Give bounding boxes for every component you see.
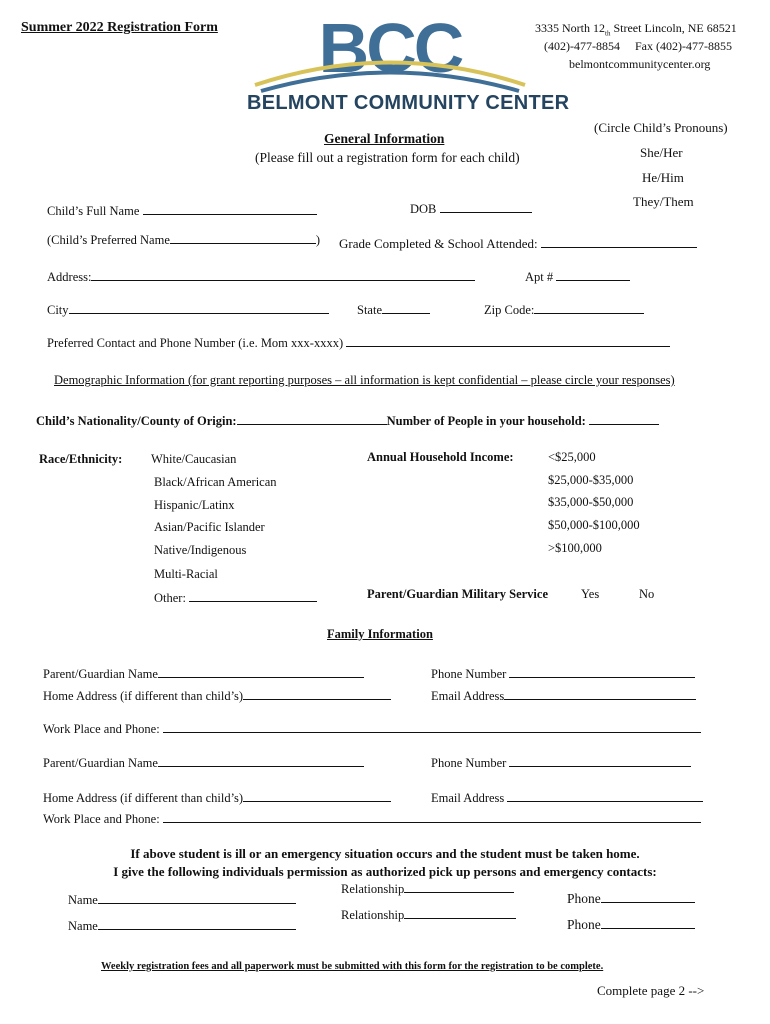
contact1-relationship-line[interactable] (404, 880, 514, 893)
guardian2-name-label: Parent/Guardian Name (43, 756, 158, 770)
contact2-name-line[interactable] (98, 917, 296, 930)
pronoun-he[interactable]: He/Him (642, 170, 684, 185)
logo-name: BELMONT COMMUNITY CENTER (247, 92, 570, 114)
zip-field[interactable] (484, 301, 644, 318)
zip-line[interactable] (534, 301, 644, 314)
contact2-phone-label: Phone (567, 917, 601, 932)
guardian1-name-line[interactable] (158, 665, 364, 678)
preferred-name-line[interactable] (170, 231, 316, 244)
bcc-logo (247, 10, 570, 120)
guardian1-email-line[interactable] (504, 687, 696, 700)
demographic-heading: Demographic Information (for grant reporting purposes – all information is kept confidential – please circle your responses) (54, 373, 675, 387)
center-phone: (402)-477-8854 Fax (402)-477-8855 (544, 39, 732, 53)
guardian2-work-line[interactable] (163, 810, 701, 823)
guardian1-phone-line[interactable] (509, 665, 695, 678)
contact1-phone-field[interactable] (567, 890, 695, 907)
contact1-name-line[interactable] (98, 891, 296, 904)
state-label: State (357, 303, 382, 317)
apt-label: Apt # (525, 270, 554, 284)
race-other-label: Other: (154, 591, 186, 605)
address-field[interactable] (47, 268, 475, 285)
form-title: Summer 2022 Registration Form (21, 20, 218, 35)
guardian2-email-line[interactable] (507, 789, 703, 802)
guardian2-address-line[interactable] (243, 789, 391, 802)
nationality-line[interactable] (237, 412, 387, 425)
contact-field[interactable] (47, 334, 670, 351)
race-black[interactable]: Black/African American (154, 475, 277, 489)
logo-letters: BCC (318, 10, 462, 87)
guardian1-phone-label: Phone Number (431, 667, 507, 681)
guardian1-work-label: Work Place and Phone: (43, 722, 160, 736)
child-name-field[interactable] (47, 202, 317, 219)
general-subheading: (Please fill out a registration form for each child) (255, 150, 520, 165)
dob-field[interactable] (410, 200, 532, 217)
guardian1-email-field[interactable] (431, 687, 696, 704)
state-field[interactable] (357, 301, 430, 318)
grade-line[interactable] (541, 235, 697, 248)
pronoun-she[interactable]: She/Her (640, 145, 683, 160)
guardian1-work-line[interactable] (163, 720, 701, 733)
contact2-relationship-field[interactable] (341, 906, 516, 923)
income-under-25k[interactable]: <$25,000 (548, 450, 596, 464)
contact1-name-field[interactable] (68, 891, 296, 908)
guardian2-name-line[interactable] (158, 754, 364, 767)
dob-label: DOB (410, 202, 437, 216)
guardian2-work-label: Work Place and Phone: (43, 812, 160, 826)
preferred-name-label: (Child’s Preferred Name (47, 233, 170, 247)
contact-line[interactable] (346, 334, 670, 347)
guardian2-address-label: Home Address (if different than child’s) (43, 791, 244, 805)
contact2-relationship-line[interactable] (404, 906, 516, 919)
household-label: Number of People in your household: (386, 414, 586, 428)
guardian2-work-field[interactable] (43, 810, 701, 827)
race-other-line[interactable] (189, 589, 317, 602)
center-website: belmontcommunitycenter.org (569, 57, 711, 71)
general-heading: General Information (324, 131, 445, 146)
guardian1-name-label: Parent/Guardian Name (43, 667, 158, 681)
income-25-35k[interactable]: $25,000-$35,000 (548, 473, 634, 487)
contact1-relationship-field[interactable] (341, 880, 514, 897)
contact1-phone-line[interactable] (601, 890, 695, 903)
contact2-relationship-label: Relationship (341, 908, 405, 922)
state-line[interactable] (382, 301, 430, 314)
guardian2-email-field[interactable] (431, 789, 703, 806)
income-50-100k[interactable]: $50,000-$100,000 (548, 518, 640, 532)
income-35-50k[interactable]: $35,000-$50,000 (548, 495, 634, 509)
race-label: Race/Ethnicity: (39, 452, 123, 466)
grade-field[interactable] (339, 235, 697, 252)
zip-label: Zip Code: (484, 303, 535, 317)
contact1-name-label: Name (68, 893, 98, 907)
guardian2-phone-label: Phone Number (431, 756, 507, 770)
apt-field[interactable] (525, 268, 630, 285)
household-line[interactable] (589, 412, 659, 425)
footer-note: Weekly registration fees and all paperwork must be submitted with this form for the registration to be complete. (101, 961, 604, 972)
military-yes[interactable]: Yes (581, 587, 600, 601)
guardian1-address-line[interactable] (243, 687, 391, 700)
race-native[interactable]: Native/Indigenous (154, 543, 247, 557)
guardian2-email-label: Email Address (431, 791, 505, 805)
contact-label: Preferred Contact and Phone Number (i.e. Mom xxx-xxxx) (47, 336, 344, 350)
pickup-line1: If above student is ill or an emergency situation occurs and the student must be taken home. (130, 846, 640, 861)
race-multi[interactable]: Multi-Racial (154, 567, 218, 581)
guardian1-address-label: Home Address (if different than child’s) (43, 689, 244, 703)
guardian2-phone-field[interactable] (431, 754, 691, 771)
pickup-line2: I give the following individuals permission as authorized pick up persons and emergency contacts: (113, 864, 657, 879)
income-over-100k[interactable]: >$100,000 (548, 541, 602, 555)
guardian1-email-label: Email Address (431, 689, 505, 703)
guardian2-address-field[interactable] (43, 789, 391, 806)
race-other-field[interactable] (154, 589, 317, 606)
military-label: Parent/Guardian Military Service (367, 587, 548, 601)
city-field[interactable] (47, 301, 329, 318)
income-label: Annual Household Income: (367, 450, 514, 464)
guardian2-phone-line[interactable] (509, 754, 691, 767)
preferred-name-field[interactable]: (Child’s Preferred Name ) (47, 233, 321, 247)
center-address: 3335 North $12_{th}$ Street Lincoln, NE 68521 (535, 21, 737, 38)
contact1-relationship-label: Relationship (341, 882, 405, 896)
apt-line[interactable] (556, 268, 630, 281)
dob-line[interactable] (440, 200, 532, 213)
contact1-phone-label: Phone (567, 891, 601, 906)
guardian1-phone-field[interactable] (431, 665, 695, 682)
contact2-phone-line[interactable] (601, 916, 695, 929)
guardian1-work-field[interactable] (43, 720, 701, 737)
guardian1-address-field[interactable] (43, 687, 391, 704)
guardian1-name-field[interactable] (43, 665, 364, 682)
grade-label: Grade Completed & School Attended: (339, 236, 538, 251)
military-no[interactable]: No (639, 587, 655, 601)
city-label: City (47, 303, 69, 317)
contact2-name-label: Name (68, 919, 98, 933)
race-asian[interactable]: Asian/Pacific Islander (154, 520, 265, 534)
child-name-line[interactable] (143, 202, 317, 215)
family-heading: Family Information (327, 627, 433, 641)
contact2-phone-field[interactable] (567, 916, 695, 933)
pronoun-they[interactable]: They/Them (633, 194, 694, 209)
guardian2-name-field[interactable] (43, 754, 364, 771)
race-white[interactable]: White/Caucasian (151, 452, 237, 466)
city-line[interactable] (69, 301, 329, 314)
address-label: Address: (47, 270, 92, 284)
race-hispanic[interactable]: Hispanic/Latinx (154, 498, 235, 512)
address-line[interactable] (91, 268, 475, 281)
next-page-link[interactable]: Complete page 2 --> (597, 983, 705, 998)
pronouns-label: (Circle Child’s Pronouns) (594, 120, 728, 135)
child-name-label: Child’s Full Name (47, 204, 140, 218)
nationality-label: Child’s Nationality/County of Origin: (36, 414, 237, 428)
nationality-field[interactable] (36, 412, 659, 429)
contact2-name-field[interactable] (68, 917, 296, 934)
